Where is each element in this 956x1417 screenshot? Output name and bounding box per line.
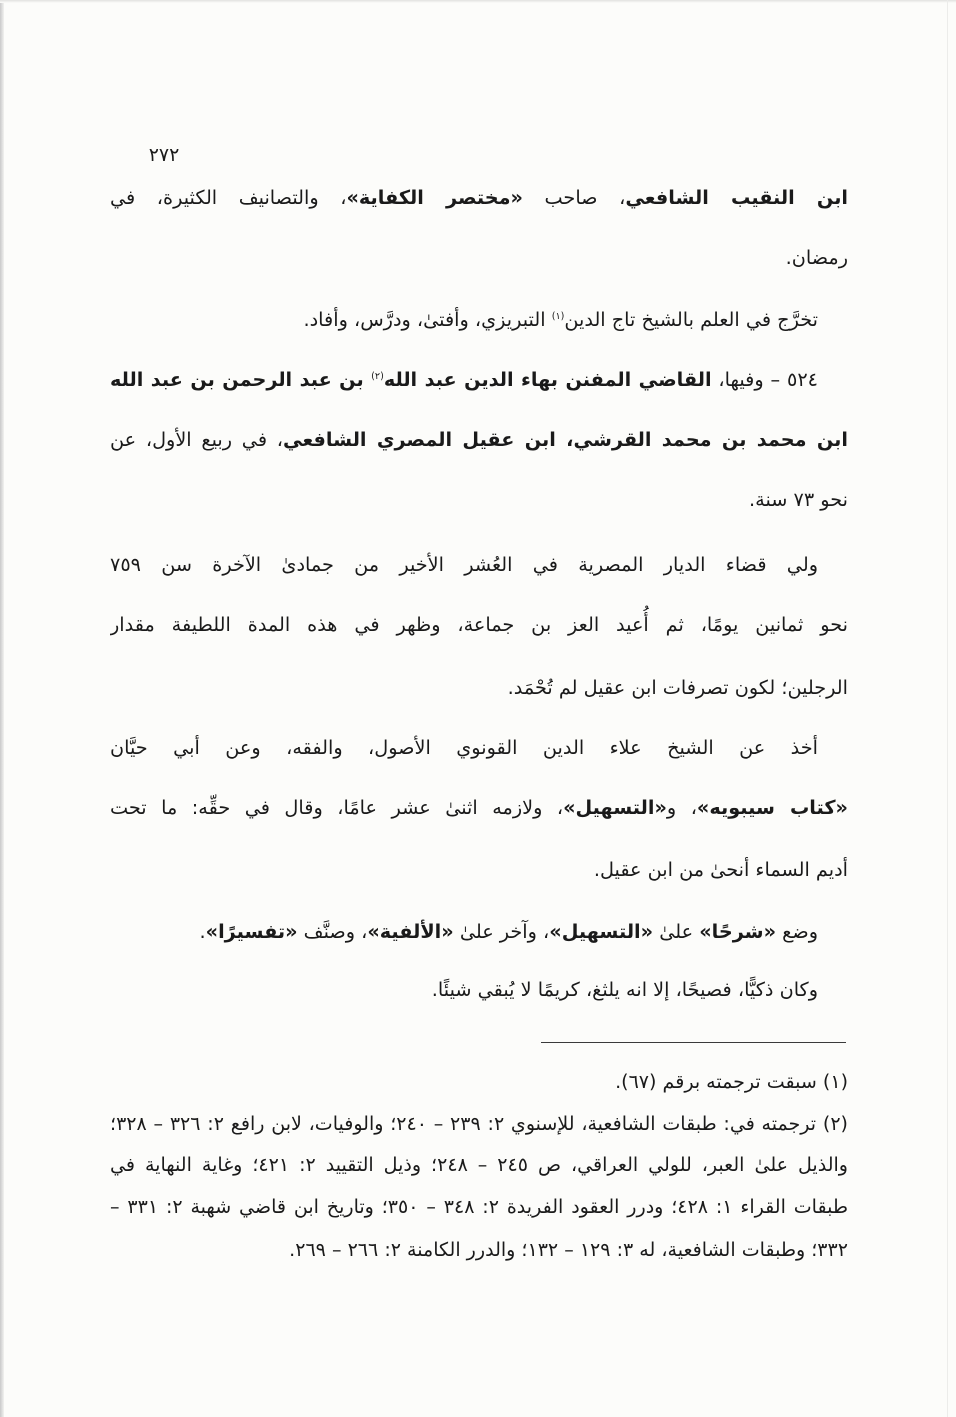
body-line xyxy=(110,723,848,773)
text-run: تخرَّج في العلم بالشيخ تاج الدين xyxy=(564,308,818,331)
text-run: . xyxy=(199,920,206,943)
bold-text: «الألفية» xyxy=(367,920,454,943)
text-run: ، وصنَّف xyxy=(297,920,368,943)
footnote-reference: (٢) xyxy=(371,370,384,382)
body-line xyxy=(110,783,848,833)
entry-number-text: ٥٢٤ – وفيها، xyxy=(711,368,818,391)
footnote-line: طبقات القراء ١: ٤٢٨؛ ودرر العقود الفريدة ٢: ٣٤٨ – ٣٥٠؛ وتاريخ ابن قاضي شهبة ٢: ٣٣١ – xyxy=(110,1196,848,1218)
body-line xyxy=(110,907,848,957)
text-run: ، ولازمه اثنىٰ عشر عامًا، وقال في حقِّه: ما تحت xyxy=(110,796,564,819)
body-line xyxy=(110,600,848,650)
body-line xyxy=(110,173,848,223)
text-run: ، صاحب xyxy=(522,186,626,209)
text-run: أخذ عن الشيخ علاء الدين القونوي الأصول، والفقه، وعن أبي حيَّان xyxy=(110,736,818,759)
page-number: ٢٧٢ xyxy=(148,144,180,166)
text-run: أديم السماء أنحىٰ من ابن عقيل. xyxy=(593,858,848,881)
text-run: رمضان. xyxy=(785,246,848,269)
footnote-line: (١) سبقت ترجمته برقم (٦٧). xyxy=(615,1071,848,1093)
footnote-separator xyxy=(541,1042,846,1043)
body-line xyxy=(110,295,848,345)
text-run: التبريزي، وأفتىٰ، ودرَّس، وأفاد. xyxy=(303,308,552,331)
footnote-line: (٢) ترجمته في: طبقات الشافعية، للإسنوي ٢: ٢٣٩ – ٢٤٠؛ والوفيات، لابن رافع ٢: ٣٢٦ – ٣٢٨؛ xyxy=(110,1113,848,1135)
body-line xyxy=(110,233,848,283)
text-run: ، في ربيع الأول، عن xyxy=(110,428,283,451)
text-run: نحو ثمانين يومًا، ثم أُعيد العز بن جماعة، وظهر في هذه المدة اللطيفة مقدار xyxy=(110,613,848,636)
bold-text: «كتاب سيبويه» xyxy=(696,796,848,819)
bold-text: «التسهيل» xyxy=(549,920,654,943)
bold-text: «مختصر الكفاية» xyxy=(346,186,523,209)
body-line xyxy=(110,415,848,465)
footnote-line: ٣٣٢؛ وطبقات الشافعية، له ٣: ١٢٩ – ١٣٢؛ والدرر الكامنة ٢: ٢٦٦ – ٢٦٩. xyxy=(289,1239,848,1261)
body-line xyxy=(110,475,848,525)
bold-text: «تفسيرًا» xyxy=(205,920,298,943)
bold-text: «شرحًا» xyxy=(699,920,777,943)
text-run: ولي قضاء الديار المصرية في العُشر الأخير من جمادىٰ الآخرة سن ٧٥٩ xyxy=(110,553,818,576)
bold-text: ابن محمد بن محمد القرشي، ابن عقيل المصري الشافعي xyxy=(282,428,848,451)
body-line xyxy=(110,845,848,895)
text-run: نحو ٧٣ سنة. xyxy=(749,488,848,511)
text-run: الرجلين؛ لكون تصرفات ابن عقيل لم تُحْمَد. xyxy=(507,676,848,699)
body-line xyxy=(110,540,848,590)
bold-text: بن عبد الرحمن بن عبد الله xyxy=(110,368,372,391)
body-line xyxy=(110,965,848,1015)
text-run: علىٰ xyxy=(653,920,700,943)
text-run: ، وآخر علىٰ xyxy=(453,920,550,943)
scan-edge-left xyxy=(0,0,4,1417)
bold-text: القاضي المفنن بهاء الدين عبد الله xyxy=(383,368,712,391)
footnote-reference: (١) xyxy=(551,310,565,322)
body-line xyxy=(110,663,848,713)
text-run: وكان ذكيًّا، فصيحًا، إلا انه يلثغ، كريمًا لا يُبقي شيئًا. xyxy=(431,978,818,1001)
text-run: ، و xyxy=(666,796,697,819)
scan-edge-right xyxy=(947,0,948,1417)
body-line xyxy=(110,355,848,405)
scan-edge-top xyxy=(0,0,956,3)
footnote-line: والذيل علىٰ العبر، للولي العراقي، ص ٢٤٥ – ٢٤٨؛ وذيل التقييد ٢: ٤٢١؛ وغاية النهاية في xyxy=(110,1154,848,1176)
bold-text: ابن النقيب الشافعي xyxy=(625,186,848,209)
bold-text: «التسهيل» xyxy=(563,796,667,819)
text-run: ، والتصانيف الكثيرة، في xyxy=(110,186,347,209)
text-run: وضع xyxy=(776,920,818,943)
